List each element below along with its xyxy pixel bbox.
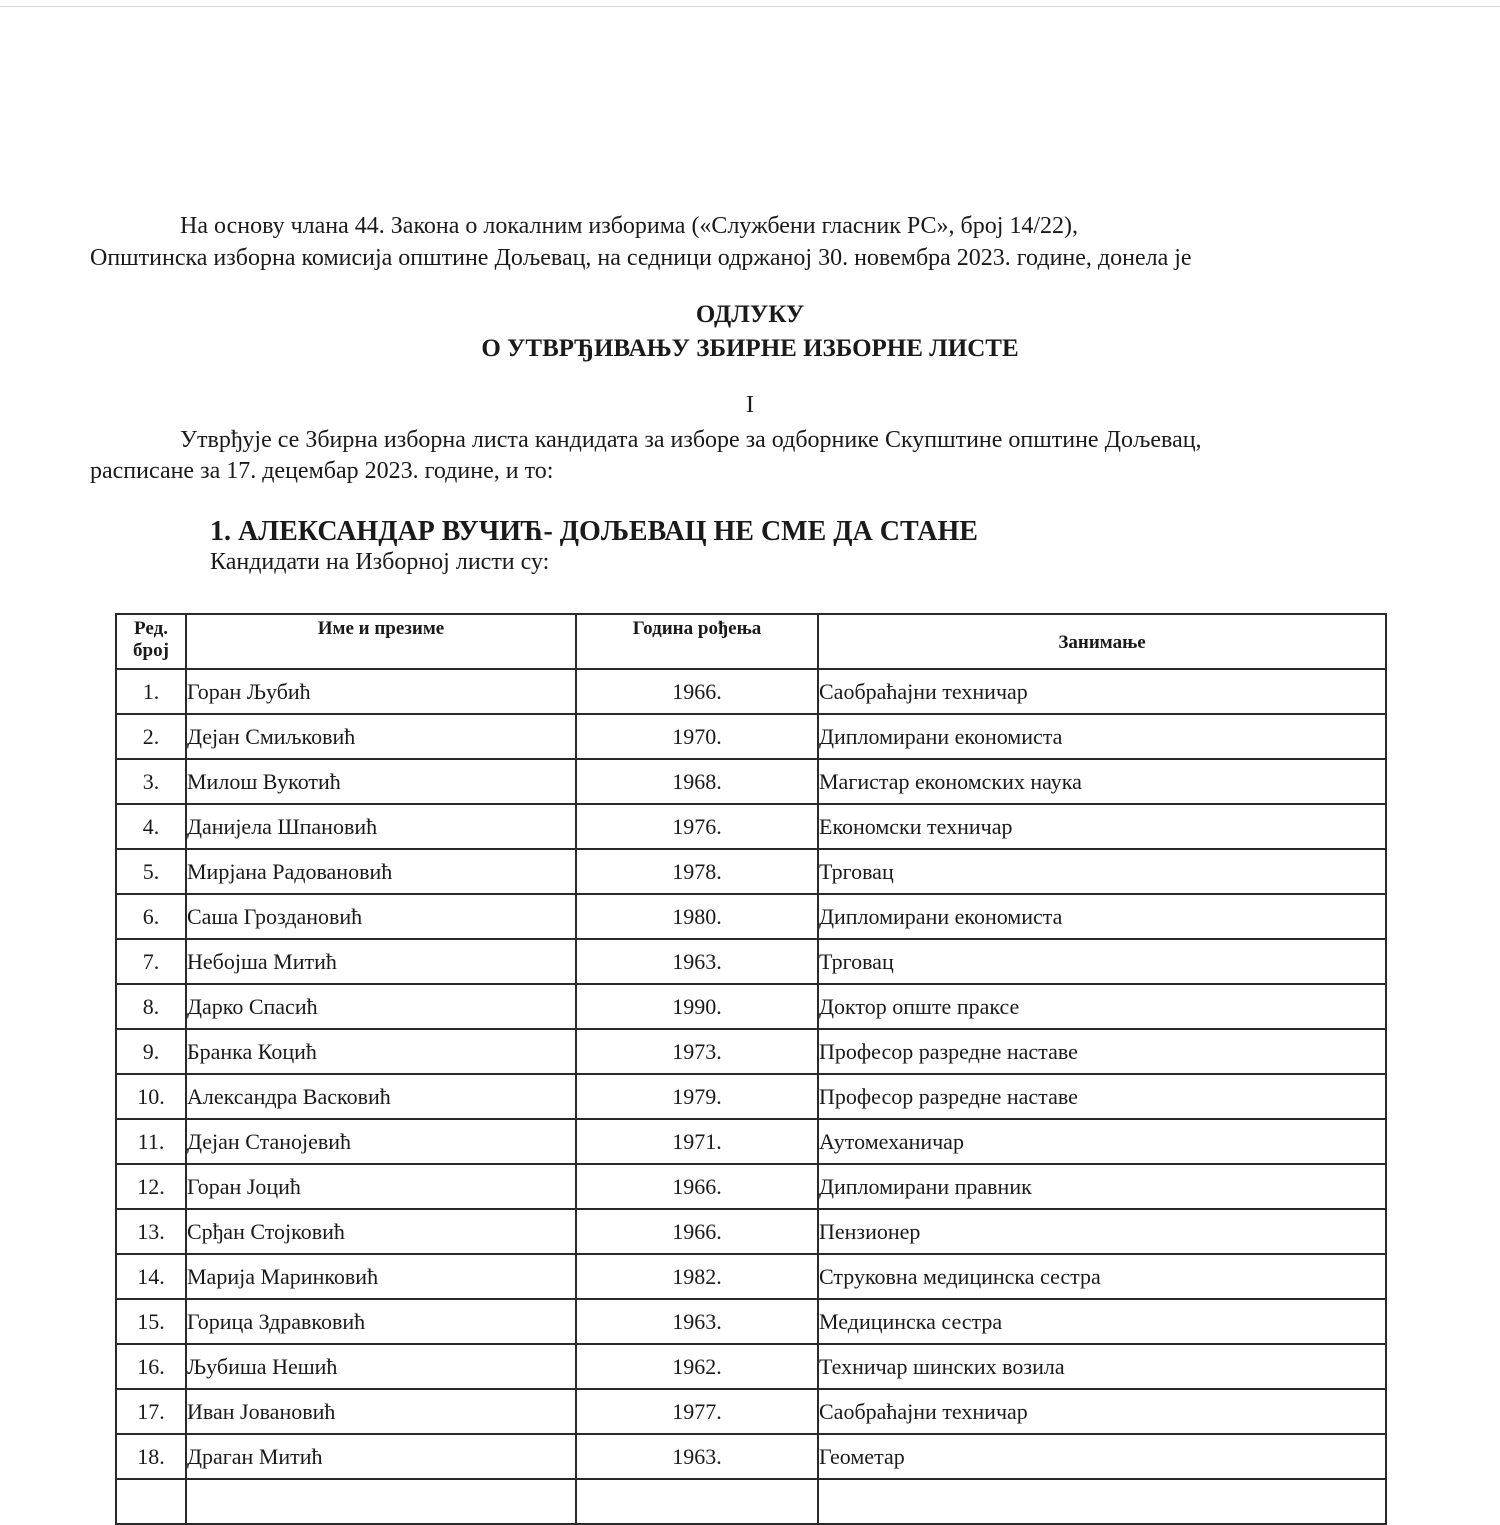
- row-year: 1973.: [576, 1029, 818, 1074]
- table-row: [116, 804, 1386, 849]
- row-occupation: Професор разредне наставе: [818, 1029, 1386, 1074]
- row-name: Мирјана Радовановић: [186, 849, 576, 894]
- row-number: 1.: [116, 669, 186, 714]
- row-year: 1968.: [576, 759, 818, 804]
- row-name: Бранка Коцић: [186, 1029, 576, 1074]
- row-occupation: Трговац: [818, 939, 1386, 984]
- row-year: 1963.: [576, 1299, 818, 1344]
- row-occupation: Техничар шинских возила: [818, 1344, 1386, 1389]
- header-number-line-2: број: [133, 640, 169, 661]
- row-occupation: Саобраћајни техничар: [818, 669, 1386, 714]
- section-text-line-2: расписане за 17. децембар 2023. године, и то:: [90, 458, 554, 484]
- cut-cell: [576, 1479, 818, 1524]
- table-row: [116, 1074, 1386, 1119]
- row-occupation: Геометар: [818, 1434, 1386, 1479]
- intro-line-2: Општинска изборна комисија општине Дољевац, на седници одржаној 30. новембра 2023. године, донела је: [90, 245, 1192, 271]
- table-row: [116, 849, 1386, 894]
- row-occupation: Аутомеханичар: [818, 1119, 1386, 1164]
- row-year: 1963.: [576, 939, 818, 984]
- row-number: 6.: [116, 894, 186, 939]
- row-occupation: Магистар економских наука: [818, 759, 1386, 804]
- row-number: 12.: [116, 1164, 186, 1209]
- table-row: [116, 1254, 1386, 1299]
- table-row: [116, 1119, 1386, 1164]
- header-number: [116, 614, 186, 669]
- table-row: [116, 939, 1386, 984]
- table-row: [116, 1164, 1386, 1209]
- header-name: Име и презиме: [186, 614, 576, 669]
- row-occupation: Дипломирани економиста: [818, 894, 1386, 939]
- scan-edge-line: [0, 6, 1500, 7]
- row-name: Милош Вукотић: [186, 759, 576, 804]
- row-year: 1980.: [576, 894, 818, 939]
- row-occupation: Дипломирани правник: [818, 1164, 1386, 1209]
- row-year: 1966.: [576, 1209, 818, 1254]
- table-row: [116, 1299, 1386, 1344]
- row-year: 1977.: [576, 1389, 818, 1434]
- row-occupation: Доктор опште праксе: [818, 984, 1386, 1029]
- section-text-line-1: Утврђује се Збирна изборна листа кандидата за изборе за одборнике Скупштине општине Дољевац,: [180, 427, 1202, 453]
- row-name: Дејан Смиљковић: [186, 714, 576, 759]
- table-row: [116, 1209, 1386, 1254]
- row-year: 1976.: [576, 804, 818, 849]
- row-year: 1979.: [576, 1074, 818, 1119]
- candidates-table: [115, 613, 1387, 1525]
- decision-title: ОДЛУКУ: [695, 301, 805, 328]
- table-header-row: [116, 614, 1386, 669]
- cut-cell: [116, 1479, 186, 1524]
- table-row: [116, 669, 1386, 714]
- row-name: Срђан Стојковић: [186, 1209, 576, 1254]
- row-number: 8.: [116, 984, 186, 1029]
- row-name: Данијела Шпановић: [186, 804, 576, 849]
- row-name: Горан Јоцић: [186, 1164, 576, 1209]
- row-number: 18.: [116, 1434, 186, 1479]
- row-number: 17.: [116, 1389, 186, 1434]
- row-number: 15.: [116, 1299, 186, 1344]
- table-row-cut-off: [116, 1479, 1386, 1524]
- cut-cell: [818, 1479, 1386, 1524]
- table-row: [116, 714, 1386, 759]
- row-occupation: Пензионер: [818, 1209, 1386, 1254]
- row-name: Иван Јовановић: [186, 1389, 576, 1434]
- row-year: 1962.: [576, 1344, 818, 1389]
- row-name: Марија Маринковић: [186, 1254, 576, 1299]
- list-subheading: Кандидати на Изборној листи су:: [210, 549, 550, 575]
- row-name: Горан Љубић: [186, 669, 576, 714]
- row-number: 2.: [116, 714, 186, 759]
- table-row: [116, 984, 1386, 1029]
- table-body: [116, 669, 1386, 1524]
- list-heading: 1. АЛЕКСАНДАР ВУЧИЋ- ДОЉЕВАЦ НЕ СМЕ ДА СТАНЕ: [210, 516, 978, 547]
- row-name: Саша Гроздановић: [186, 894, 576, 939]
- section-number: I: [746, 392, 754, 418]
- row-occupation: Трговац: [818, 849, 1386, 894]
- table-row: [116, 759, 1386, 804]
- row-name: Драган Митић: [186, 1434, 576, 1479]
- row-occupation: Дипломирани економиста: [818, 714, 1386, 759]
- row-number: 11.: [116, 1119, 186, 1164]
- row-number: 3.: [116, 759, 186, 804]
- row-occupation: Професор разредне наставе: [818, 1074, 1386, 1119]
- row-number: 14.: [116, 1254, 186, 1299]
- row-name: Александра Васковић: [186, 1074, 576, 1119]
- table-row: [116, 1344, 1386, 1389]
- intro-line-1: На основу члана 44. Закона о локалним изборима («Службени гласник РС», број 14/22),: [180, 213, 1079, 239]
- row-name: Љубиша Нешић: [186, 1344, 576, 1389]
- row-name: Дарко Спасић: [186, 984, 576, 1029]
- row-name: Дејан Станојевић: [186, 1119, 576, 1164]
- decision-subtitle: О УТВРЂИВАЊУ ЗБИРНЕ ИЗБОРНЕ ЛИСТЕ: [481, 335, 1019, 362]
- row-name: Горица Здравковић: [186, 1299, 576, 1344]
- row-number: 16.: [116, 1344, 186, 1389]
- row-year: 1990.: [576, 984, 818, 1029]
- row-number: 9.: [116, 1029, 186, 1074]
- row-occupation: Струковна медицинска сестра: [818, 1254, 1386, 1299]
- row-year: 1978.: [576, 849, 818, 894]
- row-occupation: Медицинска сестра: [818, 1299, 1386, 1344]
- table-row: [116, 1389, 1386, 1434]
- row-name: Небојша Митић: [186, 939, 576, 984]
- row-number: 7.: [116, 939, 186, 984]
- header-number-line-1: Ред.: [134, 618, 168, 639]
- row-number: 4.: [116, 804, 186, 849]
- row-year: 1966.: [576, 669, 818, 714]
- row-number: 13.: [116, 1209, 186, 1254]
- table-row: [116, 1029, 1386, 1074]
- cut-cell: [186, 1479, 576, 1524]
- header-year: Година рођења: [576, 614, 818, 669]
- row-year: 1982.: [576, 1254, 818, 1299]
- row-year: 1971.: [576, 1119, 818, 1164]
- row-occupation: Економски техничар: [818, 804, 1386, 849]
- table-row: [116, 1434, 1386, 1479]
- header-occupation: Занимање: [818, 614, 1386, 669]
- row-number: 10.: [116, 1074, 186, 1119]
- row-year: 1963.: [576, 1434, 818, 1479]
- row-occupation: Саобраћајни техничар: [818, 1389, 1386, 1434]
- row-year: 1970.: [576, 714, 818, 759]
- row-year: 1966.: [576, 1164, 818, 1209]
- table-row: [116, 894, 1386, 939]
- row-number: 5.: [116, 849, 186, 894]
